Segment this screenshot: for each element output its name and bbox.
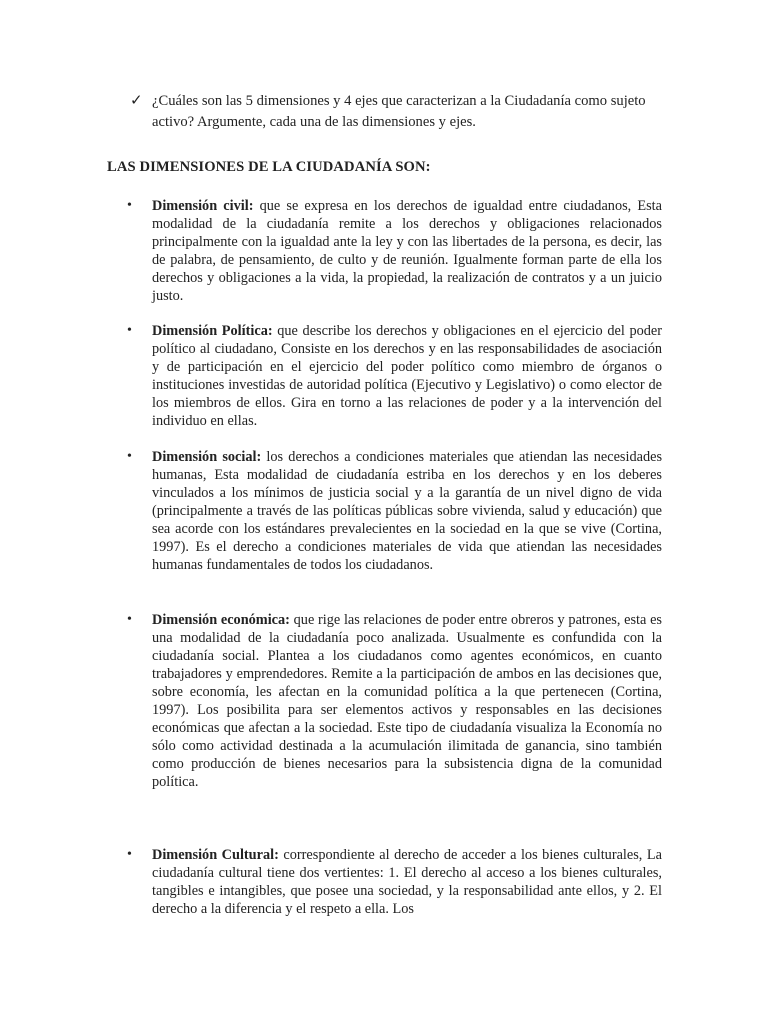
question-line-1: ¿Cuáles son las 5 dimensiones y 4 ejes que caracterizan a la Ciudadanía como sujeto xyxy=(152,93,646,109)
bullet-icon: • xyxy=(127,612,132,627)
list-item-dimension-social xyxy=(127,448,662,574)
bullet-icon: • xyxy=(127,198,132,213)
bullet-icon: • xyxy=(127,323,132,338)
checkmark-icon: ✓ xyxy=(130,93,143,109)
bullet-icon: • xyxy=(127,847,132,862)
item-description: que rige las relaciones de poder entre obreros y patrones, esta es una modalidad de la ciudadanía poco analizada. Usualmente es confundida con la ciudadanía social. Plantea a los ciudadanos como agentes económicos, en cuanto trabajadores y emprendedores. Remite a la participación de ambos en las decisiones que, sobre economía, les afectan en la comunidad política a la que pertenecen (Cortina, 1997). Los posibilita para ser elementos activos y responsables en las decisiones económicas que afectan a la sociedad. Este tipo de ciudadanía visualiza la Economía no sólo como actividad destinada a la acumulación ilimitada de ganancia, sino también como producción de bienes necesarios para la subsistencia digna de la comunidad política. xyxy=(152,612,662,790)
item-term: Dimensión social: xyxy=(152,449,262,465)
item-description: que describe los derechos y obligaciones en el ejercicio del poder político al ciudadano, Consiste en los derechos y en las responsabilidades de asociación y de participación en el ejercicio del poder político como miembro de órganos o instituciones investidas de autoridad política (Ejecutivo y Legislativo) o como elector de los miembros de ellos. Gira en torno a las relaciones de poder y a la intervención del individuo en ellas. xyxy=(152,323,662,429)
item-term: Dimensión Cultural: xyxy=(152,847,279,863)
item-description: los derechos a condiciones materiales que atiendan las necesidades humanas, Esta modalidad de ciudadanía estriba en los derechos y en los deberes vinculados a los mínimos de justicia social y a la garantía de un nivel digno de vida (principalmente a través de las políticas públicas sobre vivienda, salud y educación) que sea acorde con los estándares prevalecientes en la sociedad en la que se vive (Cortina, 1997). Es el derecho a condiciones materiales de vida que atiendan las necesidades humanas fundamentales de todos los ciudadanos. xyxy=(152,449,663,573)
item-term: Dimensión Política: xyxy=(152,323,273,339)
question-item xyxy=(130,91,665,133)
list-item-dimension-civil xyxy=(127,197,662,305)
question-text xyxy=(152,91,646,133)
item-description: correspondiente al derecho de acceder a los bienes culturales, La ciudadanía cultural tiene dos vertientes: 1. El derecho al acceso a los bienes culturales, tangibles e intangibles, que posee una sociedad, y la responsabilidad ante ellos, y 2. El derecho a la diferencia y el respeto a ella. Los xyxy=(152,847,662,917)
item-term: Dimensión económica: xyxy=(152,612,290,628)
question-line-2: activo? Argumente, cada una de las dimensiones y ejes. xyxy=(152,114,476,130)
list-item-dimension-cultural xyxy=(127,846,662,918)
item-description: que se expresa en los derechos de igualdad entre ciudadanos, Esta modalidad de la ciudadanía remite a los derechos y obligaciones relacionados principalmente con la igualdad ante la ley y con las libertades de la persona, es decir, las de palabra, de pensamiento, de culto y de reunión. Igualmente forman parte de ella los derechos y obligaciones a la vida, la propiedad, la realización de contratos y a un juicio justo. xyxy=(152,198,662,304)
bullet-icon: • xyxy=(127,449,132,464)
item-term: Dimensión civil: xyxy=(152,198,254,214)
list-item-dimension-politica xyxy=(127,322,662,430)
section-heading: LAS DIMENSIONES DE LA CIUDADANÍA SON: xyxy=(107,159,431,175)
list-item-dimension-economica xyxy=(127,611,662,791)
